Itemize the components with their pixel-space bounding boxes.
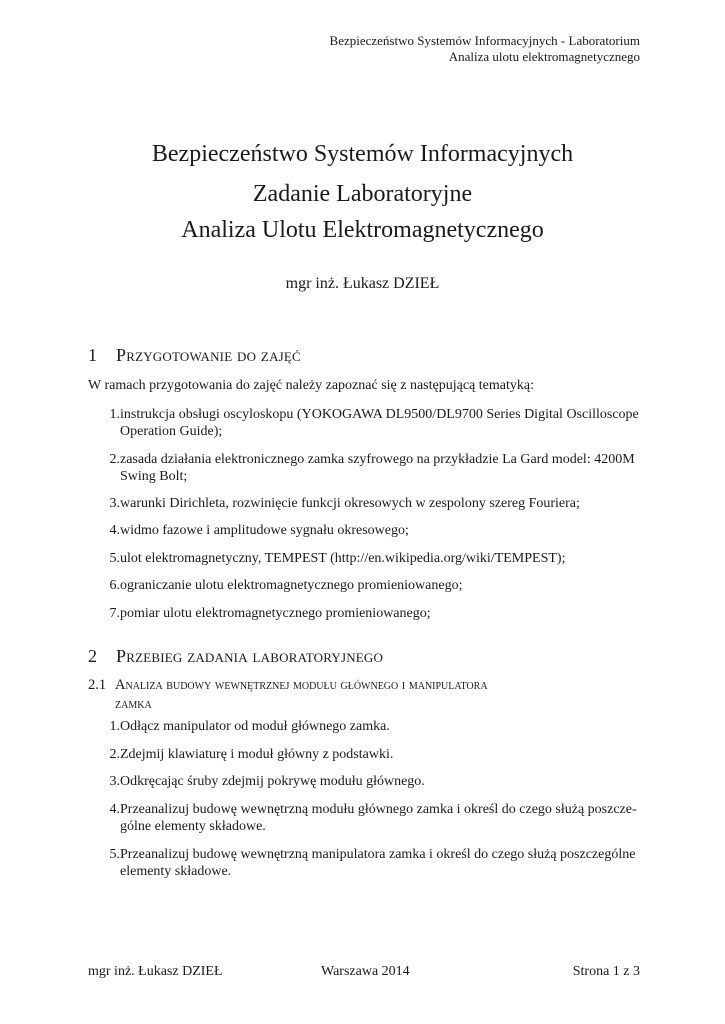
list-number: 1. bbox=[109, 407, 120, 422]
list-text: Odkręcając śruby zdejmij pokrywę modułu głównego. bbox=[120, 774, 425, 789]
running-header-line1: Bezpieczeństwo Systemów Informacyjnych - Laboratorium bbox=[329, 33, 640, 48]
list-text: Przeanalizuj budowę wewnętrzną manipulatora zamka i określ do czego służą poszczególne elementy składowe. bbox=[120, 847, 636, 879]
document-title: Bezpieczeństwo Systemów Informacyjnych bbox=[151, 141, 574, 167]
list-number: 4. bbox=[109, 523, 120, 538]
author: mgr inż. Łukasz DZIEŁ bbox=[285, 275, 440, 292]
list-text: warunki Dirichleta, rozwinięcie funkcji okresowych w zespolony szereg Fouriera; bbox=[120, 496, 580, 511]
subsection-number: 2.1 bbox=[88, 677, 107, 693]
list-number: 5. bbox=[109, 847, 120, 862]
footer-page-number: Strona 1 z 3 bbox=[572, 964, 640, 979]
list-number: 2. bbox=[109, 452, 120, 467]
list-text: instrukcja obsługi oscyloskopu (YOKOGAWA DL9500/DL9700 Series Digital Oscilloscope Operation Guide); bbox=[120, 407, 639, 439]
list-number: 7. bbox=[109, 606, 120, 621]
list-item bbox=[102, 746, 642, 763]
list-item bbox=[102, 577, 642, 594]
section-heading-1 bbox=[88, 345, 301, 366]
list-number: 2. bbox=[109, 747, 120, 762]
list-text: zasada działania elektronicznego zamka szyfrowego na przykładzie La Gard model: 4200M Swing Bolt; bbox=[120, 452, 635, 484]
list-number: 5. bbox=[109, 551, 120, 566]
subsection-title-line1: Analiza budowy wewnętrznej modułu głównego i manipulatora bbox=[115, 677, 488, 693]
list-number: 6. bbox=[109, 578, 120, 593]
list-item bbox=[102, 801, 642, 835]
list-item bbox=[102, 773, 642, 790]
document-subtitle: Zadanie Laboratoryjne bbox=[252, 181, 473, 207]
list-number: 3. bbox=[109, 496, 120, 511]
list-text: Odłącz manipulator od moduł głównego zamka. bbox=[120, 719, 390, 734]
section-intro: W ramach przygotowania do zajęć należy zapoznać się z następującą tematyką: bbox=[88, 378, 534, 393]
list-text: Przeanalizuj budowę wewnętrzną modułu głównego zamka i określ do czego służą poszcze-gólne elementy składowe. bbox=[120, 802, 637, 834]
list-number: 3. bbox=[109, 774, 120, 789]
subsection-title-line2: zamka bbox=[115, 696, 152, 712]
section-title: Przygotowanie do zajęć bbox=[116, 345, 301, 365]
list-number: 1. bbox=[109, 719, 120, 734]
list-item bbox=[102, 550, 642, 567]
list-item bbox=[102, 495, 642, 512]
list-text: pomiar ulotu elektromagnetycznego promieniowanego; bbox=[120, 606, 431, 621]
list-item bbox=[102, 451, 642, 485]
list-item bbox=[102, 846, 642, 880]
subsection-heading bbox=[88, 676, 648, 714]
list-text: Zdejmij klawiaturę i moduł główny z podstawki. bbox=[120, 747, 394, 762]
list-text: ulot elektromagnetyczny, TEMPEST (http://en.wikipedia.org/wiki/TEMPEST); bbox=[120, 551, 566, 566]
section-title: Przebieg zadania laboratoryjnego bbox=[116, 646, 384, 666]
list-item bbox=[102, 605, 642, 622]
list-text: ograniczanie ulotu elektromagnetycznego promieniowanego; bbox=[120, 578, 463, 593]
footer-author: mgr inż. Łukasz DZIEŁ bbox=[88, 964, 223, 979]
running-header-line2: Analiza ulotu elektromagnetycznego bbox=[448, 49, 640, 64]
footer-place-date: Warszawa 2014 bbox=[321, 964, 410, 979]
section-number: 2 bbox=[88, 646, 98, 666]
document-topic: Analiza Ulotu Elektromagnetycznego bbox=[181, 217, 544, 243]
section-heading-2 bbox=[88, 646, 383, 667]
list-item bbox=[102, 406, 642, 440]
list-item bbox=[102, 718, 642, 735]
section-number: 1 bbox=[88, 345, 98, 365]
list-number: 4. bbox=[109, 802, 120, 817]
running-header bbox=[330, 33, 640, 65]
list-item bbox=[102, 522, 642, 539]
list-text: widmo fazowe i amplitudowe sygnału okresowego; bbox=[120, 523, 409, 538]
